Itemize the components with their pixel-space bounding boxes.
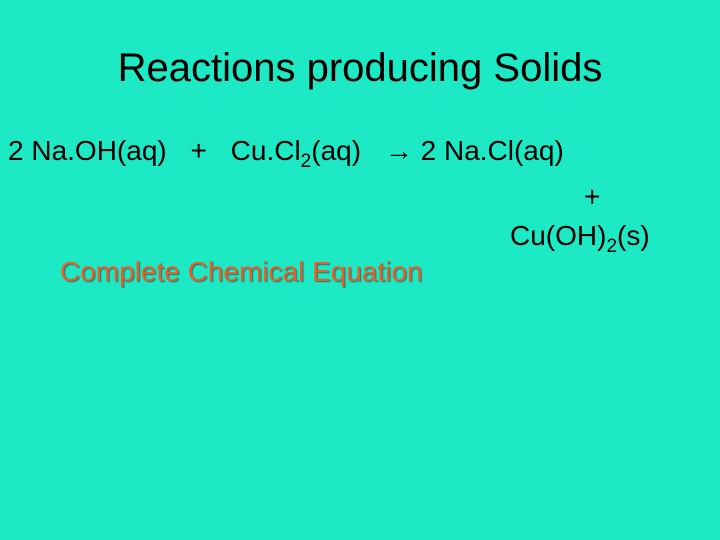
plus-sign: + bbox=[584, 181, 601, 212]
reactant-cucl2 bbox=[230, 135, 362, 172]
state: (aq) bbox=[311, 135, 362, 166]
product-nacl: Na.Cl(aq) bbox=[443, 135, 564, 166]
coefficient: 2 bbox=[8, 135, 24, 166]
reactant-naoh: Na.OH(aq) bbox=[31, 135, 167, 166]
formula-base: Cu.Cl bbox=[230, 135, 301, 166]
slide-title: Reactions producing Solids bbox=[117, 46, 603, 90]
caption-complete-chemical-equation: Complete Chemical Equation bbox=[60, 256, 423, 287]
equation-line bbox=[8, 134, 564, 172]
coefficient: 2 bbox=[420, 135, 437, 166]
state: (s) bbox=[617, 220, 650, 251]
plus-sign: + bbox=[190, 135, 207, 166]
subscript: 2 bbox=[606, 236, 618, 257]
subscript: 2 bbox=[300, 151, 312, 172]
product-cuoh2 bbox=[510, 219, 650, 257]
reaction-arrow-icon: → bbox=[384, 135, 413, 166]
formula-base: Cu(OH) bbox=[510, 220, 607, 251]
